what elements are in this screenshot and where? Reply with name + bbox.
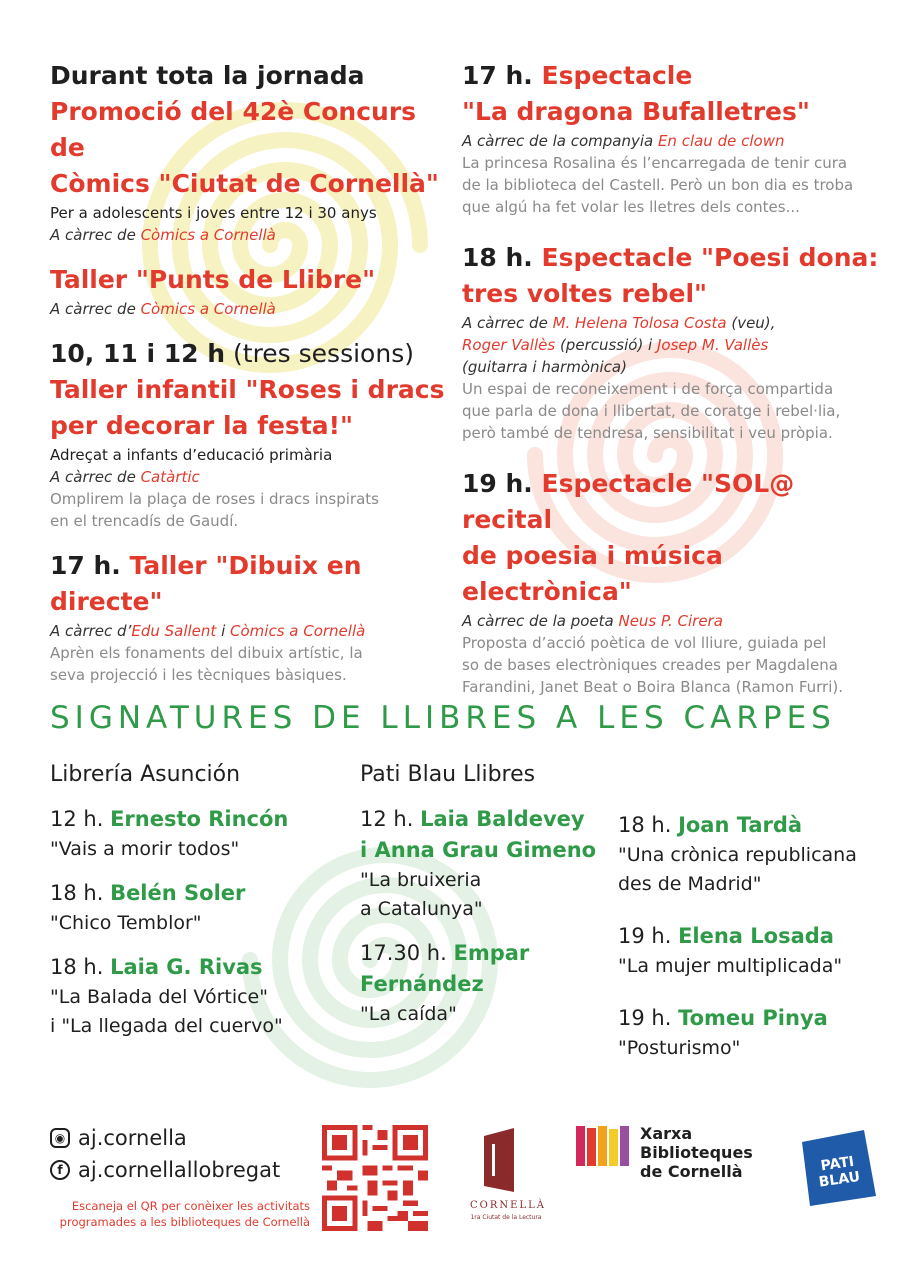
signing-author [618,1003,888,1034]
xarxa-line1: Xarxa [640,1124,693,1143]
poesi-title-text: Espectacle "Poesi dona: [541,243,879,272]
dibuix-by [50,620,450,642]
punts-title: Taller "Punts de Llibre" [50,265,376,294]
left-column [50,58,450,702]
by-prefix: A càrrec de la companyia [462,132,658,150]
store-asuncion: Librería Asunción [50,762,241,787]
signing-losada [618,921,888,981]
sol-title-line2: de poesia i música electrònica" [462,541,723,606]
roses-by [50,466,450,488]
book-title-line2: a Catalunya" [360,898,483,920]
dibuix-desc-line2: seva projecció i les tècniques bàsiques. [50,666,347,684]
roses-time-value: 10, 11 i 12 h [50,339,226,368]
by-prefix: A càrrec de [50,226,141,244]
signatures-col2 [360,760,610,1043]
signing-author [50,952,350,983]
dibuix-organizer-2: Còmics a Cornellà [230,622,366,640]
dragona-desc-line1: La princesa Rosalina és l’encarregada de tenir cura [462,154,848,172]
dibuix-time: 17 h. [50,551,130,580]
dibuix-title-text: Taller "Dibuix en directe" [50,551,362,616]
book-title: "Vais a morir todos" [50,838,240,860]
cornella-logo-text: CORNELLÀ [470,1200,546,1211]
poesi-desc-line2: que parla de dona i llibertat, de coratge i rebel·lia, [462,402,841,420]
cornella-logo-mark [470,1126,538,1198]
roses-section [50,336,450,532]
author-name: Belén Soler [110,881,246,905]
instagram-icon: ◉ [50,1128,70,1148]
signing-time: 18 h. [50,881,111,905]
poesi-time: 18 h. [462,243,542,272]
signing-author [50,804,350,835]
dragona-title-line1 [462,58,882,94]
all-day-heading: Durant tota la jornada [50,61,365,90]
poesi-section [462,240,882,444]
poesi-performer-3: Josep M. Vallès [657,336,769,354]
dragona-desc-line2: de la biblioteca del Castell. Però un bon dia es troba [462,176,854,194]
signing-author [618,810,888,841]
signing-time: 12 h. [360,807,421,831]
signing-time: 19 h. [618,924,679,948]
pati-text-2: BLAU [817,1168,862,1191]
dragona-title-line2: "La dragona Bufalletres" [462,97,810,126]
signing-rivas [50,952,350,1041]
promo-title-line1: Promoció del 42è Concurs de [50,97,417,162]
book-title-2: i "La llegada del cuervo" [50,1015,283,1037]
roses-time-note: (tres sessions) [225,339,414,368]
poesi-role-2: (percussió) i [555,336,657,354]
author-name: Tomeu Pinya [678,1006,828,1030]
signatures-col1 [50,760,350,1055]
signing-author [618,921,888,952]
signing-baldevey [360,804,610,924]
dragona-title-text: Espectacle [541,61,693,90]
xarxa-biblioteques-logo [576,1124,776,1194]
signing-author [360,804,610,835]
store-pati-blau: Pati Blau Llibres [360,762,536,787]
dragona-desc-line3: que algú ha fet volar les lletres dels contes... [462,198,800,216]
poesi-by-line1 [462,312,882,334]
instagram-link[interactable] [50,1126,187,1150]
xarxa-line2: Biblioteques [640,1143,753,1162]
dibuix-desc-line1: Aprèn els fonaments del dibuix artístic, la [50,644,363,662]
promo-organizer: Còmics a Cornellà [140,226,276,244]
all-day-section [50,58,450,246]
cornella-logo-sub: 1ra Ciutat de la Lectura [470,1214,542,1221]
signing-fernandez [360,938,610,1029]
dragona-time: 17 h. [462,61,542,90]
poesi-performer-1: M. Helena Tolosa Costa [552,314,727,332]
book-title: "La bruixeria [360,869,482,891]
signatures-col3 [618,810,888,1077]
facebook-handle: aj.cornellallobregat [78,1158,281,1182]
author-name: Ernesto Rincón [110,807,289,831]
qr-note-line2: programades a les biblioteques de Cornellà [59,1215,310,1229]
roses-title-line2: per decorar la festa!" [50,411,354,440]
punts-section [50,262,450,320]
signing-time: 18 h. [50,955,111,979]
dibuix-organizer-1: Edu Sallent [131,622,217,640]
author-name-line2: Fernández [360,972,484,996]
signing-time: 12 h. [50,807,111,831]
facebook-link[interactable] [50,1158,280,1182]
books-icon [576,1124,636,1166]
author-name: Empar [453,941,530,965]
instagram-handle: aj.cornella [78,1126,187,1150]
book-title: "La Balada del Vórtice" [50,986,268,1008]
roses-organizer: Catàrtic [140,468,200,486]
xarxa-text [640,1124,753,1181]
roses-title-line1: Taller infantil "Roses i dracs [50,375,445,404]
book-title: "La mujer multiplicada" [618,955,843,977]
poesi-title-line1 [462,240,882,276]
poesi-by-line2 [462,334,882,356]
promo-title-line2: Còmics "Ciutat de Cornellà" [50,169,439,198]
pati-blau-logo [798,1128,878,1208]
author-name: Elena Losada [678,924,834,948]
author-name: Joan Tardà [678,813,803,837]
author-name: Laia Baldevey [420,807,585,831]
qr-note [30,1198,310,1230]
roses-time [50,336,450,372]
signing-time: 17.30 h. [360,941,454,965]
by-prefix: A càrrec d’ [50,622,132,640]
book-title: "Chico Temblor" [50,912,202,934]
roses-desc-line1: Omplirem la plaça de roses i dracs inspirats [50,490,379,508]
poesi-performer-2: Roger Vallès [462,336,556,354]
cornella-logo [470,1126,546,1236]
by-prefix: A càrrec de [462,314,553,332]
sol-performer: Neus P. Cirera [618,612,723,630]
signing-soler [50,878,350,938]
punts-by [50,298,450,320]
qr-code[interactable] [322,1125,428,1231]
sol-desc-line3: Farandini, Janet Beat o Boira Blanca (Ramon Furri). [462,678,844,696]
poesi-desc-line3: però també de tendresa, sensibilitat i veu pròpia. [462,424,833,442]
signing-author [50,878,350,909]
dibuix-section [50,548,450,686]
sol-desc-line2: so de bases electròniques creades per Magdalena [462,656,838,674]
poesi-title-line2: tres voltes rebel" [462,279,708,308]
sol-time: 19 h. [462,469,542,498]
right-column [462,58,882,714]
sol-section [462,466,882,698]
promo-by [50,224,450,246]
signing-time: 19 h. [618,1006,679,1030]
author-name: Laia G. Rivas [110,955,263,979]
promo-audience: Per a adolescents i joves entre 12 i 30 anys [50,204,377,222]
book-title: "Posturismo" [618,1037,741,1059]
footer [0,1120,900,1276]
by-prefix: A càrrec de la poeta [462,612,619,630]
by-prefix: A càrrec de [50,468,141,486]
roses-desc-line2: en el trencadís de Gaudí. [50,512,239,530]
signatures-title: SIGNATURES DE LLIBRES A LES CARPES [50,700,836,736]
qr-note-line1: Escaneja el QR per conèixer les activitats [71,1199,310,1213]
signing-author [360,938,610,969]
punts-organizer: Còmics a Cornellà [140,300,276,318]
sol-title-text: Espectacle "SOL@ recital [462,469,795,534]
signing-pinya [618,1003,888,1063]
poesi-by-line3: (guitarra i harmònica) [462,358,627,376]
pati-text-1: PATI [819,1153,856,1175]
roses-audience: Adreçat a infants d’educació primària [50,446,333,464]
dragona-by [462,130,882,152]
book-title: "La caída" [360,1003,457,1025]
sol-title-line1 [462,466,882,538]
signing-tarda [618,810,888,899]
poesi-desc-line1: Un espai de reconeixement i de força compartida [462,380,834,398]
book-title-line2: des de Madrid" [618,873,762,895]
xarxa-line3: de Cornellà [640,1162,743,1181]
sol-by [462,610,882,632]
dibuix-title [50,548,450,620]
by-prefix: A càrrec de [50,300,141,318]
author-name-line2: i Anna Grau Gimeno [360,838,597,862]
by-connector: i [216,622,231,640]
sol-desc-line1: Proposta d’acció poètica de vol lliure, guiada pel [462,634,827,652]
dragona-organizer: En clau de clown [657,132,785,150]
dragona-section [462,58,882,218]
signing-rincon [50,804,350,864]
facebook-icon: f [50,1160,70,1180]
book-title: "Una crònica republicana [618,844,857,866]
signing-time: 18 h. [618,813,679,837]
poesi-role-1: (veu), [726,314,776,332]
